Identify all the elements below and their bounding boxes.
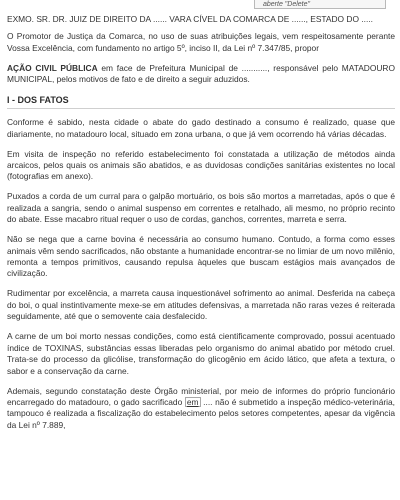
section-divider xyxy=(7,108,395,109)
facts-paragraph-7 xyxy=(7,386,395,432)
section-title: I - DOS FATOS xyxy=(7,95,69,106)
facts-paragraph-4: Não se nega que a carne bovina é necessária ao consumo humano. Contudo, a forma como esses animais vêm sendo sacrificados, não obstante a humanidade encontrar-se no limiar de um novo milênio, remonta a tempos primitivos, causando repulsa àqueles que buscam estágios mais avançados de civilização. xyxy=(7,234,395,279)
delete-hint-badge: aberte "Delete" xyxy=(254,0,386,9)
action-paragraph xyxy=(7,63,395,86)
facts-paragraph-6: A carne de um boi morto nessas condições, como está cientificamente comprovado, possui acentuado índice de TOXINAS, substâncias essas liberadas pelo organismo do animal abatido por método cruel. Trata-se do processo da glicólise, transformação do glicogênio em ácido lático, que afeta a textura, o sabor e a conservação da carne. xyxy=(7,331,395,376)
facts-paragraph-7-end: .... não é submetido a inspeção médico-veterinária, tampouco é realizada a fiscalização do estabelecimento pelos setores competentes, apesar da vigência da Lei nº 7.889, xyxy=(7,396,396,430)
facts-paragraph-7-start: Ademais, segundo constatação deste Órgão ministerial, por meio de informes do próprio funcionário encarregado do matadouro, o gado sacrificado xyxy=(7,385,395,407)
facts-paragraph-1: Conforme é sabido, nesta cidade o abate do gado destinado a consumo é realizado, quase que diariamente, no matadouro local, situado em zona urbana, o que já vem ocorrendo há várias décadas. xyxy=(7,117,395,139)
document-body xyxy=(7,14,395,440)
intro-paragraph: O Promotor de Justiça da Comarca, no uso de suas atribuições legais, vem respeitosamente perante Vossa Excelência, com fundamento no artigo 5º, inciso II, da Lei nº 7.347/85, propor xyxy=(7,31,395,53)
court-address: EXMO. SR. DR. JUIZ DE DIREITO DA ...... VARA CÍVEL DA COMARCA DE ......, ESTADO DO ..... xyxy=(7,14,373,24)
action-description: em face de Prefeitura Municipal de ..........., responsável pelo MATADOURO MUNICIPAL, pelos motivos de fato e de direito a seguir aduzidos. xyxy=(7,62,395,85)
facts-paragraph-5: Rudimentar por excelência, a marreta causa inquestionável sofrimento ao animal. Desferida na cabeça do boi, o qual instintivamente mexe-se em atitudes defensivas, a marretada não raras vezes é reiterada seguidamente, até que o semovente caia desfalecido. xyxy=(7,288,395,322)
action-title: AÇÃO CIVIL PÚBLICA xyxy=(7,62,98,73)
facts-paragraph-2: Em visita de inspeção no referido estabelecimento foi constatada a utilização de métodos ainda arcaicos, pelos quais os animais são abatidos, e as duvidosas condições sanitárias existentes no local (fotografias em anexo). xyxy=(7,148,395,182)
facts-paragraph-3: Puxados a corda de um curral para o galpão mortuário, os bois são mortos a marretadas, após o que é realizada a sangria, sendo o animal suspenso em correntes e retalhado, ali mesmo, no próprio recinto do abate. Esse macabro ritual requer o uso de cordas, ganchos, correntes, marreta e serra. xyxy=(7,191,395,225)
highlighted-word: em xyxy=(186,396,199,407)
